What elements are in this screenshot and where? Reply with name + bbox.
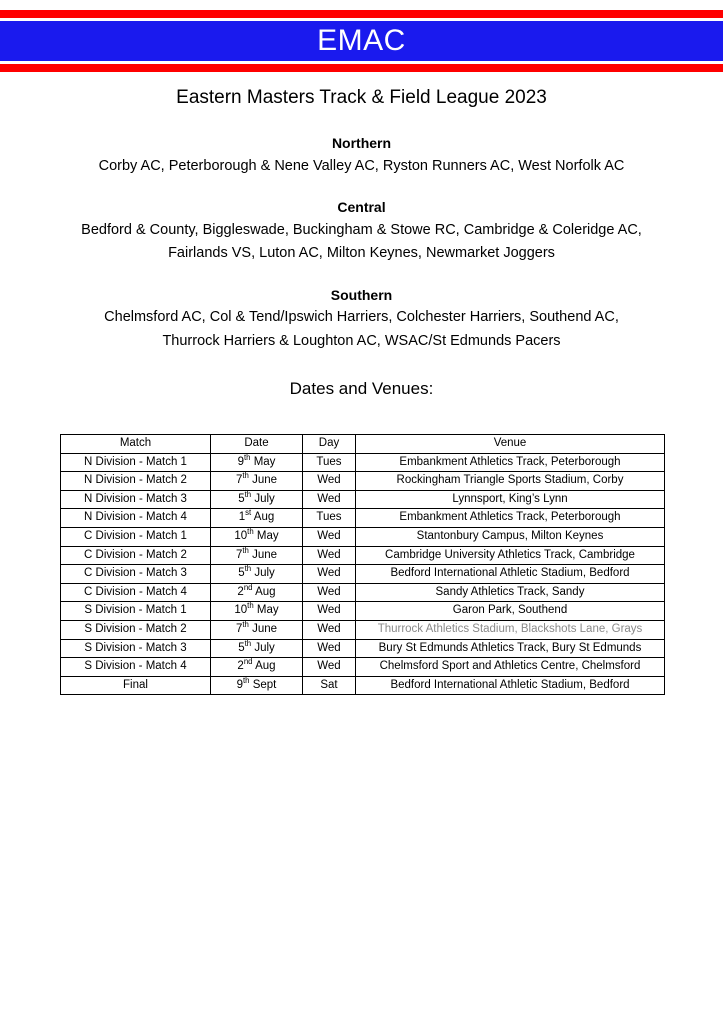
column-header-day: Day [303, 435, 356, 454]
date-month: Aug [253, 511, 275, 524]
table-row [61, 509, 665, 528]
date-number: 7 [235, 622, 243, 635]
schedule-table-head [61, 435, 665, 454]
cell-day: Wed [303, 639, 356, 658]
table-row [61, 490, 665, 509]
cell-day: Tues [303, 509, 356, 528]
cell-venue: Thurrock Athletics Stadium, Blackshots Lane, Grays [356, 620, 665, 639]
division-clubs-line: Thurrock Harriers & Loughton AC, WSAC/St Edmunds Pacers [162, 332, 561, 349]
division-name: Southern [330, 286, 393, 303]
date-ordinal-suffix: th [242, 546, 249, 555]
cell-match: N Division - Match 3 [61, 490, 211, 509]
date-ordinal-suffix: th [243, 453, 251, 462]
cell-venue: Bury St Edmunds Athletics Track, Bury St Edmunds [356, 639, 665, 658]
cell-date [211, 602, 303, 621]
division-clubs-line: Corby AC, Peterborough & Nene Valley AC, Ryston Runners AC, West Norfolk AC [98, 157, 625, 174]
dates-and-venues-heading: Dates and Venues: [289, 379, 434, 398]
cell-date [211, 472, 303, 491]
cell-match: C Division - Match 1 [61, 527, 211, 546]
division-clubs-line: Bedford & County, Biggleswade, Buckingham & Stowe RC, Cambridge & Coleridge AC, [81, 221, 642, 238]
date-ordinal-suffix: th [244, 564, 252, 574]
date-number: 9 [236, 678, 243, 691]
cell-match: N Division - Match 1 [61, 453, 211, 472]
date-ordinal-suffix: th [247, 527, 254, 537]
cell-venue: Garon Park, Southend [356, 602, 665, 621]
cell-date [211, 527, 303, 546]
cell-match: N Division - Match 4 [61, 509, 211, 528]
divisions-section [0, 132, 723, 371]
cell-match: N Division - Match 2 [61, 472, 211, 491]
date-number: 7 [235, 474, 243, 487]
date-ordinal-suffix: st [245, 508, 252, 518]
date-month: Aug [255, 585, 276, 598]
cell-match: Final [61, 676, 211, 695]
cell-date [211, 639, 303, 658]
cell-date [211, 453, 303, 472]
cell-day: Wed [303, 565, 356, 584]
date-number: 9 [237, 455, 244, 468]
cell-match: S Division - Match 3 [61, 639, 211, 658]
table-row [61, 453, 665, 472]
date-month: June [252, 474, 278, 487]
table-row [61, 546, 665, 565]
division-name: Central [337, 199, 386, 216]
date-month: May [256, 604, 279, 617]
cell-day: Sat [303, 676, 356, 695]
cell-day: Wed [303, 620, 356, 639]
date-number: 7 [235, 548, 243, 561]
cell-match: C Division - Match 2 [61, 546, 211, 565]
division-name: Northern [331, 135, 392, 151]
column-header-match: Match [61, 435, 211, 454]
division-block [0, 284, 723, 354]
cell-date [211, 676, 303, 695]
cell-day: Wed [303, 472, 356, 491]
emac-banner [0, 10, 723, 72]
cell-match: S Division - Match 1 [61, 602, 211, 621]
date-ordinal-suffix: nd [243, 657, 253, 667]
table-row [61, 639, 665, 658]
cell-date [211, 583, 303, 602]
cell-venue: Cambridge University Athletics Track, Cambridge [356, 546, 665, 565]
division-clubs-line: Fairlands VS, Luton AC, Milton Keynes, Newmarket Joggers [168, 245, 555, 262]
table-row [61, 602, 665, 621]
date-month: July [254, 641, 275, 654]
cell-venue: Lynnsport, King’s Lynn [356, 490, 665, 509]
column-header-date: Date [211, 435, 303, 454]
date-ordinal-suffix: th [244, 490, 252, 499]
date-number: 10 [234, 604, 248, 617]
date-month: Aug [255, 660, 276, 673]
cell-day: Wed [303, 490, 356, 509]
table-header-row [61, 435, 665, 454]
date-number: 2 [237, 585, 244, 598]
cell-date [211, 509, 303, 528]
date-number: 5 [238, 641, 245, 654]
date-number: 5 [238, 492, 245, 505]
date-month: Sept [252, 678, 277, 691]
cell-date [211, 490, 303, 509]
cell-match: C Division - Match 3 [61, 565, 211, 584]
banner-blue-band [0, 21, 723, 61]
cell-day: Wed [303, 658, 356, 677]
date-ordinal-suffix: nd [243, 583, 253, 592]
date-ordinal-suffix: th [247, 601, 254, 611]
date-ordinal-suffix: th [242, 620, 249, 630]
cell-venue: Embankment Athletics Track, Peterborough [356, 509, 665, 528]
date-month: May [256, 529, 279, 542]
cell-date [211, 546, 303, 565]
table-row [61, 565, 665, 584]
table-row [61, 583, 665, 602]
table-row [61, 658, 665, 677]
date-month: July [254, 492, 275, 505]
cell-day: Wed [303, 602, 356, 621]
division-block [0, 132, 723, 178]
date-month: July [254, 567, 275, 580]
date-number: 5 [238, 567, 245, 580]
division-block [0, 196, 723, 266]
schedule-table [60, 434, 665, 695]
table-row [61, 676, 665, 695]
date-month: June [252, 622, 278, 635]
cell-day: Wed [303, 583, 356, 602]
banner-top-red-stripe [0, 10, 723, 18]
date-ordinal-suffix: th [243, 676, 250, 685]
cell-venue: Stantonbury Campus, Milton Keynes [356, 527, 665, 546]
date-month: June [252, 548, 278, 561]
cell-date [211, 620, 303, 639]
date-ordinal-suffix: th [242, 471, 249, 481]
cell-day: Wed [303, 527, 356, 546]
cell-match: S Division - Match 2 [61, 620, 211, 639]
date-month: May [253, 455, 276, 468]
cell-venue: Bedford International Athletic Stadium, Bedford [356, 565, 665, 584]
cell-day: Wed [303, 546, 356, 565]
cell-match: S Division - Match 4 [61, 658, 211, 677]
cell-match: C Division - Match 4 [61, 583, 211, 602]
table-row [61, 472, 665, 491]
cell-venue: Sandy Athletics Track, Sandy [356, 583, 665, 602]
cell-venue: Bedford International Athletic Stadium, Bedford [356, 676, 665, 695]
cell-venue: Rockingham Triangle Sports Stadium, Corby [356, 472, 665, 491]
date-number: 10 [234, 529, 248, 542]
date-number: 1 [238, 511, 246, 524]
table-row [61, 620, 665, 639]
date-ordinal-suffix: th [244, 639, 252, 648]
division-clubs-line: Chelmsford AC, Col & Tend/Ipswich Harriers, Colchester Harriers, Southend AC, [104, 309, 619, 326]
cell-venue: Embankment Athletics Track, Peterborough [356, 453, 665, 472]
cell-day: Tues [303, 453, 356, 472]
column-header-venue: Venue [356, 435, 665, 454]
schedule-table-body [61, 453, 665, 695]
banner-bottom-red-stripe [0, 64, 723, 72]
schedule-table-container [60, 434, 664, 695]
cell-date [211, 658, 303, 677]
date-number: 2 [237, 660, 244, 673]
emac-logo-text: EMAC [317, 24, 406, 57]
cell-date [211, 565, 303, 584]
page-title: Eastern Masters Track & Field League 2023 [176, 87, 547, 108]
cell-venue: Chelmsford Sport and Athletics Centre, Chelmsford [356, 658, 665, 677]
table-row [61, 527, 665, 546]
